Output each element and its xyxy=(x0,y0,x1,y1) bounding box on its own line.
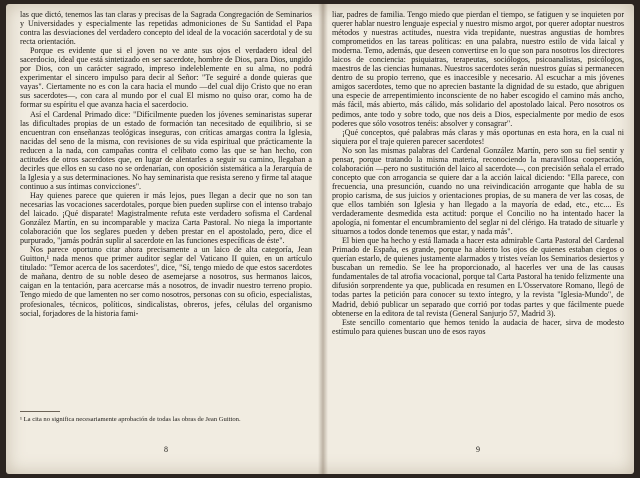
page-number: 9 xyxy=(476,445,480,454)
book-spread xyxy=(6,4,634,474)
paragraph: las que dictó, tenemos las tan claras y precisas de la Sagrada Congregación de Seminarios y Universidades y especialmente las repetidas admoniciones de Su Santidad el Papa contra las desviaciones del verdadero concepto del ideal de la vocación sacerdotal y de su recta orientación. xyxy=(20,10,312,47)
paragraph: Así el Cardenal Primado dice: "Difícilmente pueden los jóvenes seminaristas superar las dificultades propias de un estado de formación tan necesitado de equilibrio, si se encuentran con enseñanzas teológicas inseguras, con críticas amargas contra la Iglesia, nacidas del seno de la misma, con revisiones de su vida espiritual que prácticamente la reducen a la nada, con campañas contra el celibato como las que se han hecho, con actitudes de otros sacerdotes que, en lugar de alentarles a seguir su camino, llegaban a decirles que ellos en su caso no se ordenarían, con oposición sistemática a la Jerarquía de la Iglesia y a sus determinaciones. No hay seminarista que resista sereno y firme tal ataque continuo a sus íntimas convicciones". xyxy=(20,109,312,191)
paragraph: No son las mismas palabras del Cardenal González Martín, pero son su fiel sentir y pensar, porque tratando la misma materia, reconociendo la maravillosa cooperación, colaboración —pero no sustitución del laico al sacerdote—, con precisión señala el errado concepto que con arrogancia se quiere dar a la acción laical diciendo: "Ella parece, con frecuencia, una presunción, cuando no una reivindicación arrogante que habla de su propio carisma, de sus juicios y orientaciones propias, de su manera de ver las cosas, de que ellos también son Iglesia y han llegado a la mayoría de edad, etc., etc.... Es verdaderamente desmedida esta actitud: porque el Concilio no ha intentado hacer la apología, ni fomentar el encumbramiento del seglar ni del clérigo. Ha tratado de situarle y situarnos a todos donde tenemos que estar, y nada más". xyxy=(332,145,624,237)
paragraph: liar, padres de familia. Tengo miedo que pierdan el tiempo, se fatiguen y se inquieten por querer hablar nuestro lenguaje especial y nuestro mismo argot, por querer adoptar nuestros métodos y nuestras actitudes, nuestra vida trepidante, nuestras angustias de hombres comprometidos en las tareas políticas: en una palabra, nuestro estilo de vida laical y moderna. Temo, además, que deseen convertirse en lo que son para nosotros los directores laicos de conciencia: psiquiatras, terapeutas, sociólogos, psicoanalistas, psicólogos, maestros de las ciencias humanas. Nuestros sacerdotes serán nuestros guías si permanecen dentro de su propio terreno, que es inaccesible y necesario. Al escuchar a mis jóvenes amigos sacerdotes, temo que no aprecien bastante la dignidad de su estado, que abriguen una especie de arrepentimiento inconsciente de no haber escogido el camino más ancho, más fácil, más abierto, más cálido, más solidario del apostolado laical. Pero nosotros os pedimos, ante todo y sobre todo, que nos deis a Dios, especialmente por medio de esos poderes que sólo vosotros tenéis: absolver y consagrar". xyxy=(332,10,624,128)
right-page-body xyxy=(332,10,624,336)
paragraph: Porque es evidente que si el joven no ve ante sus ojos el verdadero ideal del sacerdocio, ideal que está sintetizado en ser sacerdote, hombre de Dios, para Dios, ungido por Dios, con un carácter sagrado, impreso indeleblemente en su alma, no podrá experimentar el sincero impulso para decir al Señor: "Te seguiré a donde quieras que vayas". Ciertamente no es con la cara hacia el mundo —del cual dijo Cristo que no eran sus sacerdotes—, con cara al mundo por el cual El mismo no quiso orar, como ha de formar su espíritu el que avanza hacia el sacerdocio. xyxy=(20,46,312,110)
paragraph: El bien que ha hecho y está llamada a hacer esta admirable Carta Pastoral del Cardenal Primado de España, es grande, porque ha abierto los ojos de quienes estaban ciegos o querían estarlo, de quienes justamente alarmados y tristes veían los Seminarios desiertos y buscaban un remedio. Se lee ha proporcionado, al hacerles ver una de las causas fundamentales de tal atrofia vocacional, porque tal Carta Pastoral ha tenido felizmente una difusión sorprendente ya que, publicada en resumen en L'Osservatore Romano, llegó de todas partes la petición para conocer su texto íntegro, y la revista "Iglesia-Mundo", de Madrid, debió publicar un separado que corrió por todas partes y que fácilmente puede obtenerse en la editora de tal revista (General Sanjurjo 57, Madrid 3). xyxy=(332,236,624,318)
page-number: 8 xyxy=(164,445,168,454)
footnote-rule xyxy=(20,411,60,412)
book-gutter xyxy=(318,4,328,474)
paragraph: Hay quienes parece que quieren ir más lejos, pues llegan a decir que no son tan necesarias las vocaciones sacerdotales, porque bien pueden suplirse con el intenso trabajo del laicado. ¡Qué disparate! Magistralmente refuta este verdadero sofisma el Cardenal González Martín, en su incomparable y maciza Carta Pastoral. No niega la importante colaboración que los seglares pueden y deben prestar en el apostolado, pero, dice el purpurado, "jamás podrán suplir al sacerdote en las funciones específicas de éste". xyxy=(20,190,312,246)
paragraph: Nos parece oportuno citar ahora precisamente a un laico de alta categoría, Jean Guitton,¹ nada menos que primer auditor seglar del Vaticano II quien, en un artículo titulado: "Temor acerca de los sacerdotes", dice, "Sí, tengo miedo de que estos sacerdotes de mañana, dentro de su noble deseo de asemejarse a nosotros, sus hermanos laicos, caigan en la tentación, para acercarse más a nosotros, de invadir nuestro terreno propio. Tengo miedo de que lamenten no ser como nosotros, personas con su oficio, especialistas, profesionales, técnicos, políticos, sindicalistas, obreros, jefes, células del organismo social, forjadores de la historia fami- xyxy=(20,245,312,318)
footnote: ¹ La cita no significa necesariamente aprobación de todas las obras de Jean Guitton. xyxy=(20,416,241,423)
right-page xyxy=(332,10,624,468)
paragraph: ¡Qué conceptos, qué palabras más claras y más oportunas en esta hora, en la cual ni siquiera por el traje quieren parecer sacerdotes! xyxy=(332,127,624,146)
paragraph: Este sencillo comentario que hemos tenido la audacia de hacer, sirva de modesto estímulo para quienes buscan uno de esos rayos xyxy=(332,317,624,336)
left-page xyxy=(20,10,312,468)
left-page-body xyxy=(20,10,312,318)
